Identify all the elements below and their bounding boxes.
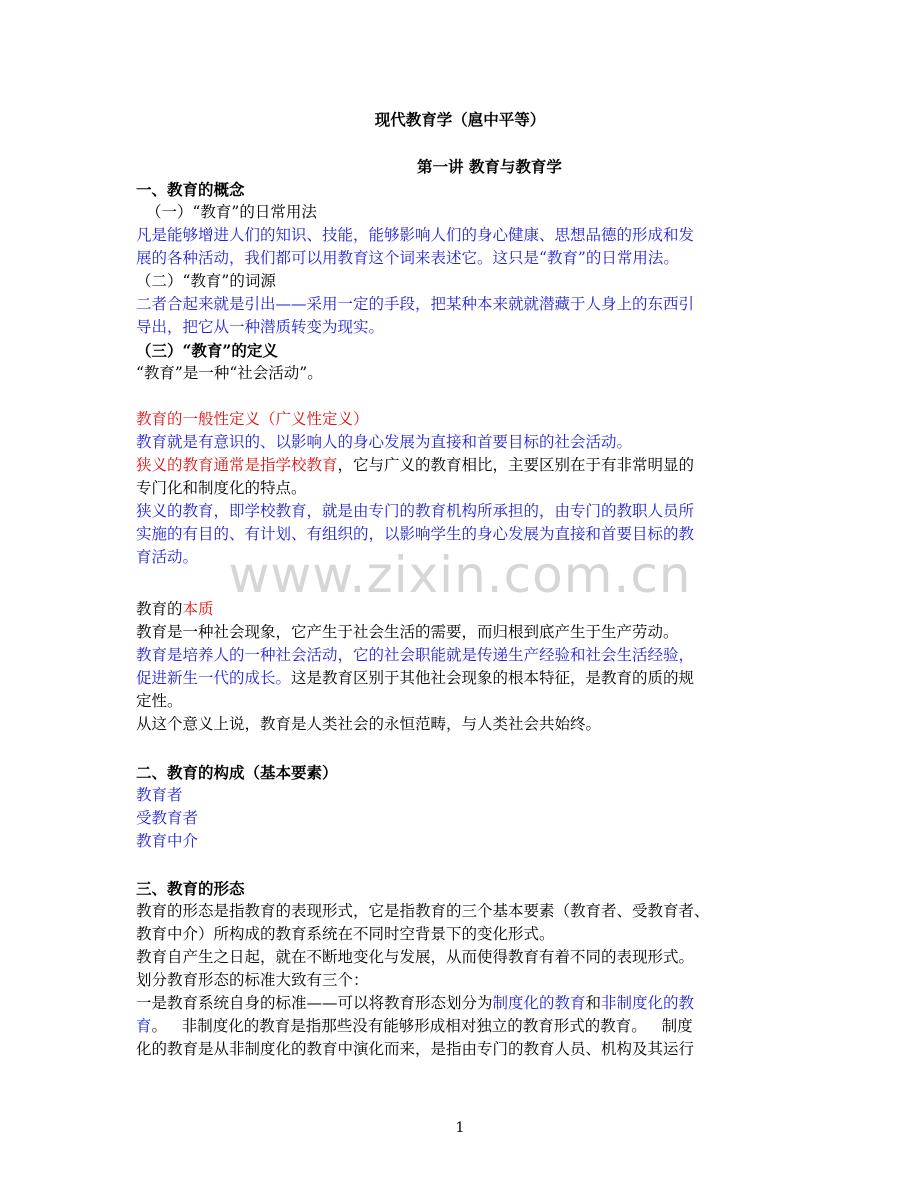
paragraph-line: 二者合起来就是引出——采用一定的手段，把某种本来就就潜藏于人身上的东西引: [136, 295, 695, 313]
section-1-heading: 一、教育的概念: [136, 180, 245, 199]
paragraph-line: 教育就是有意识的、以影响人的身心发展为直接和首要目标的社会活动。: [136, 433, 633, 451]
body-text: ，它与广义的教育相比，主要区别在于有非常明显的: [337, 456, 695, 474]
paragraph-line: 教育是一种社会现象，它产生于社会生活的需要，而归根到底产生于生产劳动。: [136, 623, 679, 641]
paragraph-line: 化的教育是从非制度化的教育中演化而来，是指由专门的教育人员、机构及其运行: [136, 1040, 695, 1058]
paragraph-line: [136, 1015, 786, 1038]
paragraph-line: [136, 598, 786, 621]
section-2-heading: 二、教育的构成（基本要素）: [136, 763, 338, 782]
page-number: 1: [455, 1120, 465, 1136]
paragraph-line: 教育中介）所构成的教育系统在不同时空背景下的变化形式。: [136, 925, 555, 943]
paragraph-line: 教育的形态是指教育的表现形式，它是指教育的三个基本要素（教育者、受教育者、: [136, 902, 710, 920]
body-text: 。 非制度化的教育是指那些没有能够形成相对独立的教育形式的教育。 制度: [151, 1017, 693, 1035]
paragraph-line: 育活动。: [136, 548, 199, 566]
paragraph-line: 展的各种活动，我们都可以用教育这个词来表述它。这只是“教育”的日常用法。: [136, 249, 679, 267]
subsection-1-heading: （一）“教育”的日常用法: [146, 203, 317, 221]
paragraph-line: “教育”是一种“社会活动”。: [136, 364, 323, 382]
body-text: 教育的: [136, 600, 183, 618]
paragraph-line: 定性。: [136, 692, 183, 710]
general-definition-heading: 教育的一般性定义（广义性定义）: [136, 410, 369, 428]
list-item: 教育者: [136, 786, 183, 804]
highlight-text: 育: [136, 1017, 152, 1035]
body-text: 这是教育区别于其他社会现象的根本特征，是教育的质的规: [291, 669, 695, 687]
paragraph-line: [136, 454, 786, 477]
paragraph-line: [136, 667, 786, 690]
highlight-text: 促进新生一代的成长。: [136, 669, 292, 687]
paragraph-line: [136, 992, 786, 1015]
subsection-3-heading: （三）“教育”的定义: [136, 341, 278, 360]
document-title: 现代教育学（扈中平等）: [374, 110, 546, 129]
body-text: 和: [585, 994, 602, 1012]
paragraph-line: 实施的有目的、有计划、有组织的，以影响学生的身心发展为直接和首要目标的教: [136, 525, 695, 543]
paragraph-line: 凡是能够增进人们的知识、技能，能够影响人们的身心健康、思想品德的形成和发: [136, 226, 695, 244]
paragraph-line: 教育自产生之日起，就在不断地变化与发展，从而使得教育有着不同的表现形式。: [136, 948, 695, 966]
highlight-text: 狭义的教育通常是指学校教育: [136, 456, 338, 474]
paragraph-line: 划分教育形态的标准大致有三个：: [136, 971, 369, 989]
paragraph-line: 导出，把它从一种潜质转变为现实。: [136, 318, 385, 336]
section-3-heading: 三、教育的形态: [136, 879, 245, 898]
list-item: 受教育者: [136, 809, 199, 827]
watermark: www.zixin.com.cn: [228, 546, 692, 604]
lecture-title: 第一讲 教育与教育学: [417, 157, 562, 176]
paragraph-line: 从这个意义上说，教育是人类社会的永恒范畴，与人类社会共始终。: [136, 715, 602, 733]
body-text: 一是教育系统自身的标准——可以将教育形态划分为: [136, 994, 493, 1012]
highlight-text: 制度化的教育: [492, 994, 586, 1012]
paragraph-line: 教育是培养人的一种社会活动，它的社会职能就是传递生产经验和社会生活经验，: [136, 646, 695, 664]
subsection-2-heading: （二）“教育”的词源: [136, 272, 276, 290]
list-item: 教育中介: [136, 832, 199, 850]
highlight-text: 本质: [182, 600, 214, 618]
highlight-text: 非制度化的教: [601, 994, 695, 1012]
paragraph-line: 专门化和制度化的特点。: [136, 479, 307, 497]
paragraph-line: 狭义的教育，即学校教育，就是由专门的教育机构所承担的，由专门的教职人员所: [136, 502, 695, 520]
